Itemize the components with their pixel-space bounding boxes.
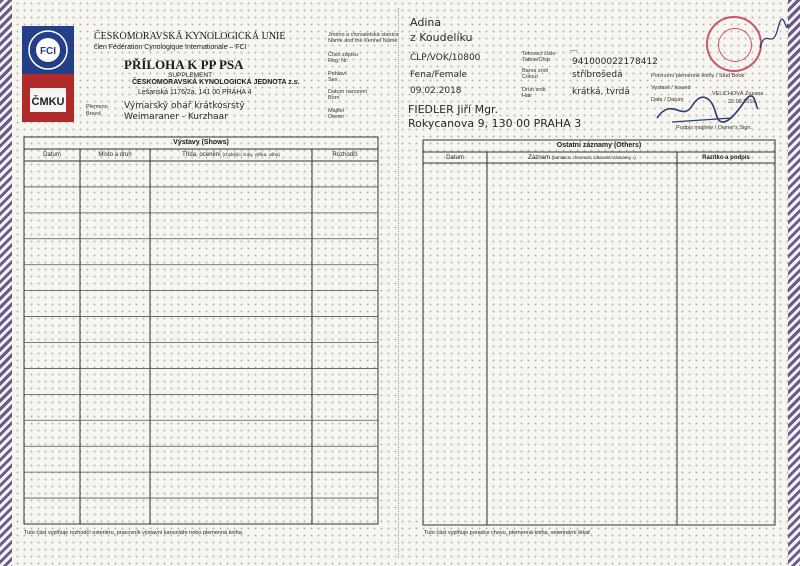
breed-en: Weimaraner - Kurzhaar [124,112,228,122]
right-border-rope [788,0,800,566]
shows-col-class: Třída, ocenění [182,152,221,158]
association-address: Lešanská 1176/2a, 141 00 PRAHA 4 [138,89,252,96]
name-label-en: Name and the Kennel Name [328,38,398,44]
shows-col-judge: Rozhodčí [332,152,358,158]
page-fold-line [398,8,399,558]
owner-label-en: Owner [328,114,345,120]
born-label-en: Born [328,95,340,101]
owner-name: FIEDLER Jiří Mgr. [408,103,499,116]
chip-label: Tetovací číslo [522,51,556,57]
dog-name: Adina [410,16,442,29]
signature [652,92,762,126]
others-col-stamp: Razítko a podpis [702,155,750,161]
breed-label: Plemeno [86,104,108,110]
reg-number: ČLP/VOK/10800 [410,53,481,63]
dog-kennel: z Koudelíku [410,31,473,44]
fci-cmku-logo [22,26,74,122]
shows-footer: Tuto část vyplňuje rozhodčí exteriéru, pracovník výstavní kanceláře nebo plemenná kniha. [24,530,244,536]
breed-label-en: Breed [86,111,101,117]
born-label: Datum narození [328,89,368,95]
dog-born: 09.02.2018 [410,86,462,96]
chip-label-en: Tattoo/Chip [522,57,550,63]
shows-col-class-note: (chybějící zuby, výška, váha) [222,152,280,157]
hair-label-en: Hair [522,93,533,99]
others-col-record-note: (bonitace, chovnost, zdravotní záznamy...) [551,155,636,160]
official-stamp [706,16,762,72]
shows-title: Výstavy (Shows) [173,139,229,146]
reg-label: Číslo zápisu [328,52,358,58]
reg-label-en: Reg. Nr. [328,58,349,64]
doc-subtitle: SUPPLEMENT [168,72,213,79]
org-name: ČESKOMORAVSKÁ KYNOLOGICKÁ UNIE [94,31,286,42]
owner-sign-label: Podpis majitele / Owner's Sign. [676,125,752,131]
logo-fci-text: FCI [39,46,57,57]
dog-colour: stříbrošedá [572,70,623,80]
shows-col-date: Datum [43,152,61,158]
others-footer: Tuto část vyplňuje poradce chovu, plemenná kniha, veterinární lékař. [424,530,592,536]
sex-label-en: Sex [328,77,338,83]
hair-label: Druh srsti [522,87,546,93]
others-col-record: Záznam [528,155,550,161]
doc-title: PŘÍLOHA K PP PSA [124,57,244,72]
others-col-date: Datum [446,155,464,161]
shows-table [23,136,381,526]
left-border-rope [0,0,12,566]
sex-label: Pohlaví [328,71,347,77]
shows-col-place: Místo a druh [98,152,132,158]
dog-sex: Fena/Female [410,70,468,80]
studbook-date: 22.08.2019 [728,99,756,105]
logo-cmku-text: ČMKU [31,96,65,108]
issued-label: Vystavil / Issued [651,85,691,91]
owner-address: Rokycanova 9, 130 00 PRAHA 3 [408,117,582,130]
breed-cz: Výmarský ohař krátkosrstý [124,101,245,111]
others-title: Ostatní záznamy (Others) [556,142,642,149]
org-member: člen Fédération Cynologique Internationale – FCI [94,44,247,51]
date-label: Date / Datum [651,97,684,103]
stamp-signature [756,18,790,58]
colour-label-en: Colour [522,74,539,80]
chip-dash: --- [570,47,578,55]
colour-label: Barva srsti [522,68,548,74]
dog-hair: krátká, tvrdá [572,87,630,97]
studbook-confirm: Potvrzení plemenné knihy / Stud Book [651,73,745,79]
others-table [422,139,778,527]
name-label: Jméno a chovatelská stanice [328,32,399,38]
chip-number: 941000022178412 [572,57,658,67]
association-name: ČESKOMORAVSKÁ KYNOLOGICKÁ JEDNOTA z.s. [132,79,300,86]
owner-label: Majitel [328,108,344,114]
issued-by: VELICHOVÁ Zuzana [712,91,764,97]
